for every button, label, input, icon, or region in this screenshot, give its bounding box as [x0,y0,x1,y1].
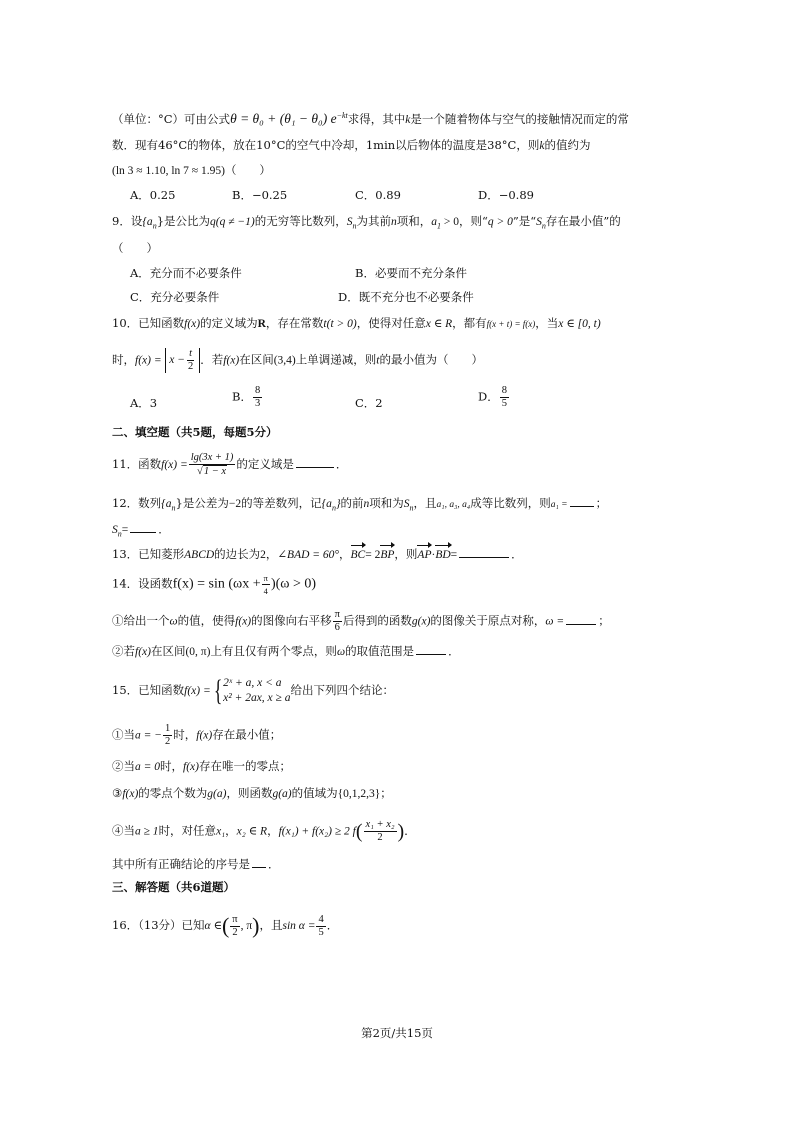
q16-pi-num: π [232,913,238,925]
q16-line: 16．（13分）已知α ∈( $\frac{\pi}{2}$ , π)，且sin α = $\frac{4}{5}$ ． [112,913,339,938]
q12-text: 成等比数列，则 [470,496,551,510]
q8-text: 的值约为 [544,138,591,152]
q14-p2-end: ． [448,644,460,658]
q14-omega-eq: ω = [545,615,565,628]
q10-text: ，使得对任意 [356,316,426,330]
q12-text: 项和为 [369,496,404,510]
q12-S-sub: n [409,503,414,513]
q9-seq-sub: n [152,221,157,231]
q10-t: t(t > 0) [323,318,357,330]
q15-text: ④当 [112,823,135,838]
q15-c4-den: 2 [377,832,383,843]
q8-formula: θ = θ₀ + (θ₁ − θ₀) e [230,110,337,126]
q15-c3-g: g(a) [207,788,227,800]
q10-int34: (3,4) [273,354,296,367]
q12-Sn-blank[interactable] [130,521,156,533]
q10-R: R [257,318,266,330]
q13-eq: = 2 [365,549,381,561]
q12-text: 的等差数列，记 [241,496,322,510]
q14-text: ①给出一个 [112,613,170,628]
q13-text: 的边长为 [214,547,261,561]
q12-terms: a₁, a₃, a₄ [436,500,471,510]
q9-option-b: B．必要而不充分条件 [355,266,467,280]
q10-option-c: C．2 [355,396,383,410]
q9-text: }是公比为 [156,214,211,228]
q8-line2 [112,137,590,154]
q15-line [112,672,394,709]
q10-option-b-num: 8 [254,385,261,396]
q15-c1-num: 1 [165,723,171,734]
q8-option-d: D．−0.89 [478,188,534,202]
q12-Sn-eq: = [121,524,129,536]
q9-a1: a [431,216,437,228]
q10-text: ，存在常数 [265,316,324,330]
section-solution-title: 三、解答题（共6道题） [112,880,236,894]
q15-text: ， [267,823,279,838]
q8-option-b: B．−0.25 [232,188,288,202]
q10-option-b-label: B． [232,389,252,404]
q14-gx: g(x) [411,615,431,628]
q14-text: 的值，使得 [177,613,236,628]
q9-option-d: D．既不充分也不必要条件 [338,290,474,304]
q15-c1-fx: f(x) [196,729,213,742]
q15-c1-den: 2 [165,736,171,747]
q10-line2 [112,348,483,373]
q15-c2 [112,758,291,775]
q14-four: 4 [263,586,268,596]
q16-num: 4 [318,913,324,925]
q10-text: 上单调递减，则 [295,352,377,367]
q10-text: 的最小值为（ ） [379,352,483,367]
q10-option-b [232,385,263,410]
q12-text: 的前 [340,496,364,510]
q12-line2-end: ． [158,522,170,536]
q14-text: 的取值范围是 [345,644,415,658]
q15-text: 存在最小值； [212,727,282,742]
q15-text: ， [225,823,237,838]
q11-text: 的定义域是 [236,457,294,471]
section-fill-in-title: 二、填空题（共5题，每题5分） [112,425,278,439]
q9-option-a: A．充分而不必要条件 [130,266,242,280]
q8-text: 是一个随着物体与空气的接触情况而定的常 [410,111,629,126]
q10-line1 [112,315,601,332]
q12-text: }是公差为 [175,496,229,510]
q8-k: k [405,113,411,126]
q12-Sn-sub: n [117,529,122,539]
q15-brace: { [213,674,223,707]
q15-c3-set: {0,1,2,3} [337,788,381,800]
q14-shift [333,609,342,634]
q15-text: 15．已知函数 [112,683,185,697]
q15-text: ③ [112,786,123,800]
q16-alpha-in: α ∈ [204,920,222,932]
q10-def-den: 2 [188,361,194,372]
q12-a1: a₁ = [550,500,568,510]
q15-c1-frac [163,723,172,748]
q10-def-num: t [189,348,193,359]
q10-text: ．若 [200,352,224,367]
q15-c3-fx: f(x) [122,788,139,800]
q15-text: 给出下列四个结论： [290,683,394,697]
q10-abs [165,348,200,373]
q14-omega: ω [169,615,178,628]
q12-line2 [112,521,170,542]
q8-exponent: −kt [336,111,348,120]
q15-c4-end: ． [404,823,416,838]
q15-cases [223,676,290,706]
q16-pi-den: 2 [232,926,238,938]
q10-option-d [478,385,510,410]
q12-S: S [403,498,410,510]
q12-line1: 12．数列$\{a_n\}$是公差为−2的等差数列，记$\{a_n\}$的前n项和为$S_n$，且a₁, a₃, a₄成等比数列，则a₁ = ； [112,496,608,513]
q8-text: （单位：°C）可由公式 [112,111,231,126]
q12-end: ； [595,496,608,510]
q8-option-a: A．0.25 [130,188,176,202]
q13-two: 2 [260,549,266,561]
q9-S: S [346,216,353,228]
q10-t-half [186,348,195,373]
q9-ratio: q(q ≠ −1) [210,216,255,228]
q9-a1-sub: 1 [437,221,441,231]
q10-fx: f(x) [184,318,201,330]
q10-option-b-den: 3 [254,398,261,409]
q9-text: ，则“ [459,214,488,228]
q8-text: 求得，其中 [347,111,406,126]
q16-pi-half [230,914,239,939]
q10-def-x: x − [169,354,185,367]
q11-num: lg(3x + 1) [190,452,234,463]
q15-text: ； [380,786,392,800]
q13-angle: ∠BAD = 60° [277,549,340,561]
q14-shift-den: 6 [334,622,340,633]
q15-text: 时，对任意 [158,823,217,838]
q14-text: 的图像关于原点对称， [430,613,546,628]
q14-p2-fx: f(x) [135,646,151,658]
q15-fx: f(x) = [184,685,211,697]
q10-text: 时， [112,352,135,367]
q15-final [112,856,280,872]
q14-func-end: )(ω > 0) [270,576,317,592]
q16-pi-end: , π [240,920,253,932]
q13-vec-BD: BD [435,549,451,561]
q9-text: ”是“ [512,214,537,228]
q14-shift-num: π [334,609,340,620]
q12-seq: {a [161,498,172,510]
q14-fx: f(x) [235,615,252,628]
q9-text: 的无穷等比数列， [254,214,347,228]
q10-tt: t [376,354,380,367]
q10-interval: x ∈ [0, t) [558,318,601,330]
q15-c3 [112,785,392,802]
q10-text: ，当 [535,316,559,330]
q12-text: 12．数列 [112,496,162,510]
q14-line [112,572,316,597]
q10-option-d-den: 5 [501,398,507,409]
q10-xR: x ∈ R [425,318,453,330]
q8-log-values: (ln 3 ≈ 1.10, ln 7 ≈ 1.95) [112,165,225,177]
q9-text: 为其前 [356,214,391,228]
q10-option-d-label: D． [478,389,499,404]
q13-vec-BP: BP [380,549,395,561]
q14-text: 后得到的函数 [342,613,412,628]
q14-text: ②若 [112,644,135,658]
q14-func: f(x) = sin (ωx + [172,576,261,592]
q15-text: 时， [173,727,197,742]
q15-text: ①当 [112,727,135,742]
q15-c1 [112,723,281,748]
q13-f: = [450,549,458,561]
q15-case1: 2ˣ + a, x < a [223,677,282,689]
q15-c4-frac [364,819,397,844]
q13-text: ， [265,547,278,561]
q8-paren: （ ） [224,163,271,177]
q16-end: ． [326,918,339,932]
q15-text: 的零点个数为 [138,786,208,800]
q8-k: k [539,140,545,152]
q14-part1 [112,609,610,634]
q9-paren: （ ） [112,241,158,255]
q16-text: 16．（13分）已知 [112,918,205,932]
q15-c2-eq: a = 0 [135,761,161,773]
q14-part2 [112,643,460,660]
q8-line1 [112,108,629,128]
q10-text: ，都有 [452,316,487,330]
q14-text: 的图像向右平移 [251,613,332,628]
q9-text: 项和， [396,214,432,228]
q15-c4-x1: x₁ [216,825,226,838]
q10-option-a: A．3 [130,396,158,410]
q16-sin: sin α = [282,920,316,932]
q10-option-d-num: 8 [501,385,507,396]
q13-ABCD: ABCD [184,549,215,561]
q15-text: ②当 [112,759,135,773]
q14-pi: π [263,573,268,583]
q9-q-pos: q > 0 [487,216,513,228]
q12-Sn: S [112,524,118,536]
q13-vec-BC: BC [350,549,366,561]
q16-frac [316,914,325,939]
q14-text: 在区间 [150,644,186,658]
q8-option-c: C．0.89 [355,188,401,202]
q15-text: ，则函数 [226,786,273,800]
q16-den: 5 [318,926,324,938]
q11-answer-blank[interactable] [296,456,334,468]
q15-c1-eq: a = − [135,729,163,742]
q12-seq-sub: n [171,503,176,513]
q14-omega-blank[interactable] [566,613,596,625]
q13-answer-blank[interactable] [459,546,509,558]
q10-option-b-frac [253,385,262,410]
q14-text: 14．设函数 [112,576,173,591]
q11-den: 1 − x [203,466,227,477]
q15-c4-x2: x₂ ∈ R [236,825,268,838]
q15-text: 时， [160,759,184,773]
q15-final-end: ． [268,857,280,871]
q13-text: 13．已知菱形 [112,547,185,561]
q15-case2: x² + 2ax, x ≥ a [223,692,291,704]
q14-p1-end: ； [598,613,610,628]
q13-dot: · [431,549,436,561]
q9-text: 9．设 [112,214,143,228]
q15-c4-ineq: f(x₁) + f(x₂) ≥ 2 f [278,825,356,838]
q15-text: 其中所有正确结论的序号是 [112,857,250,871]
q14-pi4 [262,572,270,597]
q8-text: 数．现有46°C的物体，放在10°C的空气中冷却，1min以后物体的温度是38°C，则 [112,138,540,152]
q12-a1-blank[interactable] [570,495,594,507]
q15-c4-cond: a ≥ 1 [135,825,159,838]
page-footer: 第2页/共15页 [361,1026,433,1040]
q16-text: ，且 [259,918,283,932]
q10-fx2: f(x) [223,354,240,367]
q11-frac: $\frac{\lg(3x + 1)}{√1 - x}$ [190,452,234,477]
q13-vec-AP: AP [417,549,432,561]
q15-text: 的值域为 [291,786,338,800]
q13-line [112,546,523,563]
q10-text: 的定义域为 [200,316,258,330]
q9-S2-sub: n [541,221,546,231]
q9-line1 [112,213,621,234]
q12-text: ，且 [413,496,437,510]
q13-text: ，则 [394,547,418,561]
q10-def-lhs: f(x) = [135,354,162,367]
q9-n: n [391,216,397,228]
q12-d: −2 [228,498,242,510]
q10-text: 在区间 [239,352,274,367]
q9-seq: {a [142,216,153,228]
q9-text: 存在最小值”的 [545,214,621,228]
q9-a1-pos: > 0 [441,216,459,228]
q11-end: ． [335,457,348,471]
q14-range-blank[interactable] [416,643,446,655]
q10-periodic: f(x + t) = f(x) [486,319,536,329]
q15-c2-fx: f(x) [183,761,199,773]
q11-text: 11．函数 [112,457,162,471]
q15-c4: ④当a ≥ 1时，对任意x₁，x₂ ∈ R，f(x₁) + f(x₂) ≥ 2 f( $\frac{\text{x₁ + x₂}}{2}$ )． [112,819,416,843]
q15-answer-blank[interactable] [252,856,266,868]
q12-n: n [363,498,370,510]
q14-p2-omega: ω [336,646,346,658]
q13-text: ， [339,547,351,561]
q9-S2: S [536,216,542,228]
q11-line [112,452,347,478]
q14-p2-int: (0, π) [185,646,211,658]
q14-text: 上有且仅有两个零点，则 [210,644,337,658]
q10-text: 10．已知函数 [112,316,185,330]
q13-end: ． [511,547,523,561]
q15-c3-g2: g(a) [272,788,292,800]
q8-line3 [112,162,271,179]
q9-option-c: C．充分必要条件 [130,290,220,304]
q11-fx: f(x) = [161,459,188,471]
q10-option-d-frac [500,385,509,410]
q15-c4-num: x₁ + x₂ [365,819,395,830]
q9-S-sub: n [352,221,357,231]
q15-text: 存在唯一的零点； [198,759,291,773]
